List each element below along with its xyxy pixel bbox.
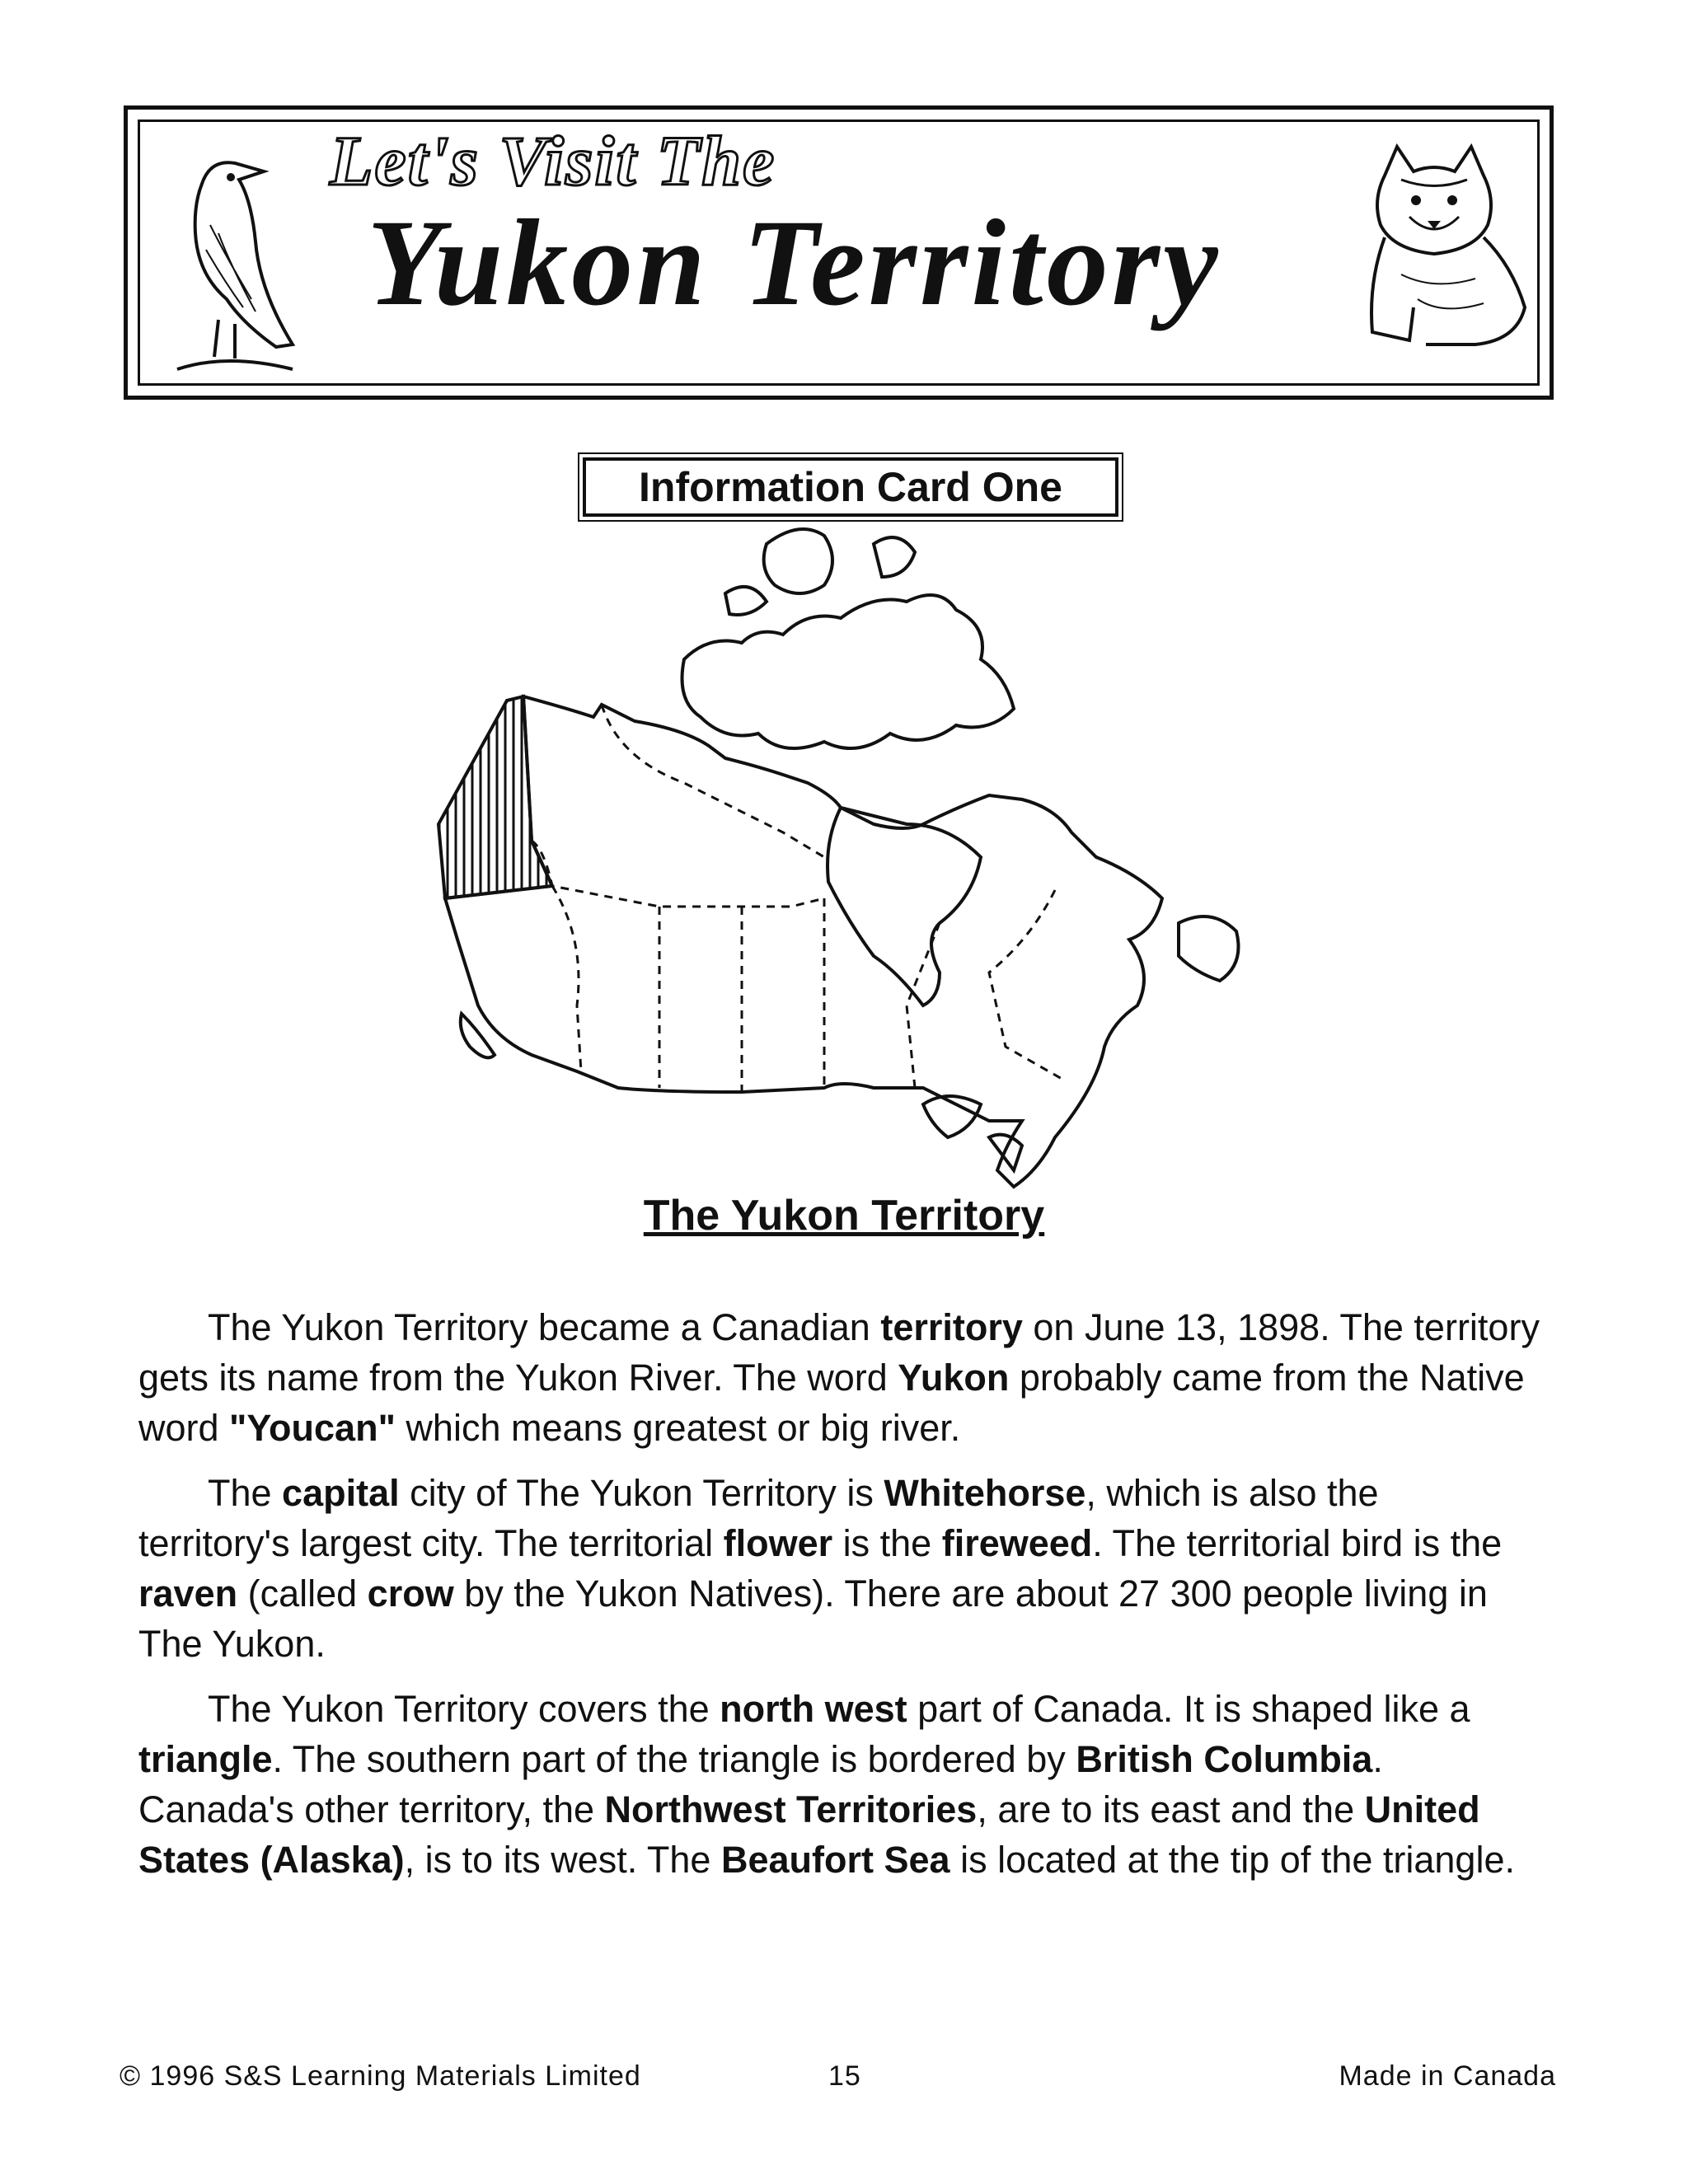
husky-dog-icon (1352, 143, 1533, 365)
text-run: . Canada's other territory, the (138, 1738, 1383, 1830)
text-run: (called (237, 1572, 368, 1615)
text-run: . The territorial bird is the (1092, 1522, 1503, 1564)
bold-term: flower (723, 1522, 833, 1564)
hudson-bay (828, 808, 981, 1005)
copyright-text: © 1996 S&S Learning Materials Limited (120, 2060, 641, 2092)
yukon-region (438, 696, 552, 898)
title-line-2: Yukon Territory (367, 194, 1221, 331)
text-run: on June 13, 1898. The territory gets its name from the Yukon River. The word (138, 1306, 1540, 1399)
canada-map-icon (412, 511, 1302, 1195)
bold-term: Northwest Territories (604, 1788, 978, 1830)
paragraph-3 (138, 1684, 1540, 1885)
bold-term: territory (880, 1306, 1023, 1348)
paragraph-2 (138, 1468, 1540, 1669)
bold-term: raven (138, 1572, 238, 1615)
text-run: The Yukon Territory covers the (208, 1688, 720, 1730)
text-run: . The southern part of the triangle is bordered by (272, 1738, 1076, 1780)
text-run: part of Canada. It is shaped like a (907, 1688, 1470, 1730)
text-run: by the Yukon Natives). There are about 27 300 people living in The Yukon. (138, 1572, 1488, 1665)
map-caption: The Yukon Territory (643, 1192, 1045, 1240)
text-run: probably came from the Native word (138, 1357, 1525, 1449)
title-banner (124, 105, 1554, 400)
bold-term: Whitehorse (884, 1472, 1086, 1514)
paragraph-1 (138, 1302, 1540, 1453)
text-run: city of The Yukon Territory is (399, 1472, 884, 1514)
bold-term: Beaufort Sea (720, 1839, 950, 1881)
title-line-1: Let's Visit The (330, 121, 776, 200)
bold-term: United States (Alaska) (138, 1788, 1480, 1881)
text-run: is located at the tip of the triangle. (950, 1839, 1515, 1881)
bold-term: fireweed (941, 1522, 1093, 1564)
information-card-label: Information Card One (583, 457, 1118, 517)
bold-term: British Columbia (1076, 1738, 1373, 1780)
arctic-islands (682, 595, 1015, 748)
bold-term: crow (367, 1572, 454, 1615)
bold-term: Yukon (898, 1357, 1010, 1399)
bold-term: capital (282, 1472, 400, 1514)
raven-icon (152, 134, 309, 382)
text-run: , are to its east and the (977, 1788, 1365, 1830)
canada-mainland-outline (445, 696, 1162, 1187)
bold-term: triangle (138, 1738, 273, 1780)
text-run: , which is also the territory's largest city. The territorial (138, 1472, 1379, 1564)
body-text (138, 1302, 1540, 1900)
text-run: which means greatest or big river. (395, 1407, 961, 1449)
page-number: 15 (828, 2060, 861, 2092)
text-run: The (208, 1472, 283, 1514)
text-run: , is to its west. The (404, 1839, 721, 1881)
made-in-text: Made in Canada (1339, 2060, 1556, 2092)
bold-term: north west (720, 1688, 907, 1730)
text-run: The Yukon Territory became a Canadian (208, 1306, 881, 1348)
bold-term: "Youcan" (229, 1407, 396, 1449)
text-run: is the (832, 1522, 942, 1564)
